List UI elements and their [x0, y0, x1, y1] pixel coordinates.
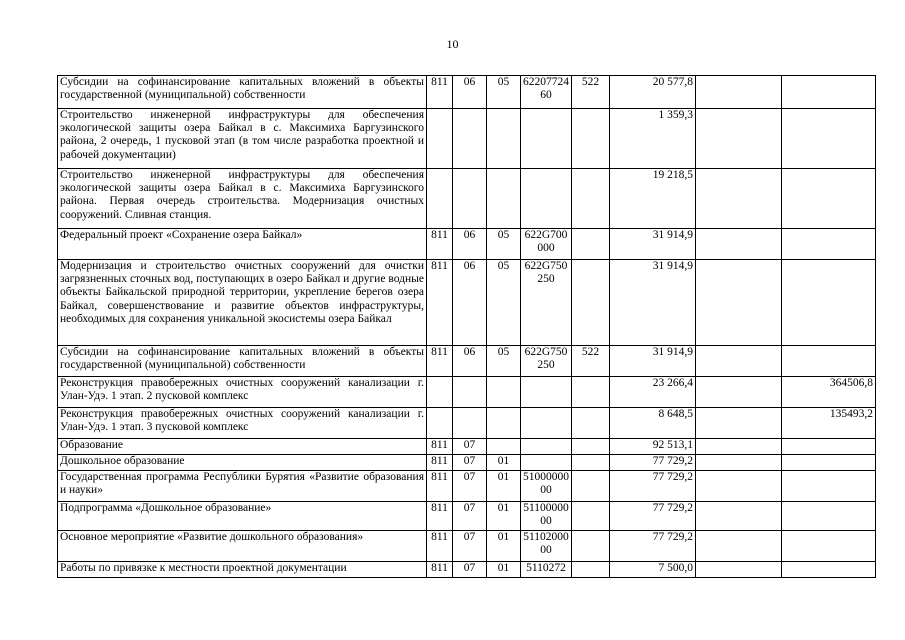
table-row: [58, 471, 876, 502]
row-name: Субсидии на софинансирование капитальных вложений в объекты государственной (муниципальной) собственности: [58, 76, 427, 109]
row-amount-2: [696, 229, 782, 260]
row-amount-extra: [782, 260, 876, 346]
row-ved-code: [427, 408, 453, 439]
table-row: [58, 346, 876, 377]
row-subsection-code: [487, 377, 521, 408]
row-section-code: 07: [453, 562, 487, 578]
row-name: Модернизация и строительство очистных сооружений для очистки загрязненных сточных вод, поступающих в озеро Байкал и другие водные объекты Байкальской природной территории, укрепление берегов озера Байкал, совершенствование и развитие объектов инфраструктуры, необходимых для сохранения уникальной экосистемы озера Байкал: [58, 260, 427, 346]
row-amount-2: [696, 439, 782, 455]
table-row: [58, 408, 876, 439]
row-subsection-code: 01: [487, 562, 521, 578]
row-target-article-code: [521, 455, 572, 471]
row-section-code: 06: [453, 76, 487, 109]
row-subsection-code: 05: [487, 260, 521, 346]
row-ved-code: [427, 377, 453, 408]
row-name: Дошкольное образование: [58, 455, 427, 471]
row-amount: 31 914,9: [610, 260, 696, 346]
row-subsection-code: 05: [487, 346, 521, 377]
row-target-article-code: 5110272: [521, 562, 572, 578]
row-amount-2: [696, 109, 782, 169]
row-ved-code: 811: [427, 76, 453, 109]
row-amount-extra: [782, 471, 876, 502]
row-ved-code: 811: [427, 502, 453, 531]
row-ved-code: 811: [427, 346, 453, 377]
row-amount-2: [696, 455, 782, 471]
table-row: [58, 169, 876, 229]
row-amount-extra: [782, 502, 876, 531]
row-expense-type-code: [572, 169, 610, 229]
row-amount-2: [696, 562, 782, 578]
row-target-article-code: [521, 377, 572, 408]
row-ved-code: 811: [427, 439, 453, 455]
row-amount-extra: [782, 76, 876, 109]
row-section-code: 07: [453, 471, 487, 502]
page-number: 10: [446, 37, 459, 51]
row-amount-extra: [782, 531, 876, 562]
row-subsection-code: [487, 169, 521, 229]
table-row: [58, 229, 876, 260]
row-section-code: 07: [453, 531, 487, 562]
row-target-article-code: 6220772460: [521, 76, 572, 109]
row-expense-type-code: [572, 562, 610, 578]
row-section-code: 06: [453, 229, 487, 260]
row-amount-extra: 364506,8: [782, 377, 876, 408]
row-target-article-code: 5100000000: [521, 471, 572, 502]
row-section-code: 06: [453, 346, 487, 377]
row-name: Работы по привязке к местности проектной документации: [58, 562, 427, 578]
row-amount: 8 648,5: [610, 408, 696, 439]
row-amount-2: [696, 76, 782, 109]
row-expense-type-code: [572, 471, 610, 502]
row-name: Образование: [58, 439, 427, 455]
row-expense-type-code: [572, 109, 610, 169]
row-ved-code: [427, 169, 453, 229]
row-amount-2: [696, 408, 782, 439]
row-subsection-code: 01: [487, 531, 521, 562]
row-amount: 77 729,2: [610, 502, 696, 531]
row-ved-code: 811: [427, 260, 453, 346]
row-subsection-code: 01: [487, 471, 521, 502]
row-section-code: [453, 408, 487, 439]
row-section-code: 07: [453, 455, 487, 471]
row-ved-code: 811: [427, 471, 453, 502]
row-target-article-code: 622G700000: [521, 229, 572, 260]
table-row: [58, 377, 876, 408]
table-row: [58, 562, 876, 578]
row-expense-type-code: [572, 502, 610, 531]
row-amount: 31 914,9: [610, 346, 696, 377]
row-name: Субсидии на софинансирование капитальных вложений в объекты государственной (муниципальной) собственности: [58, 346, 427, 377]
row-target-article-code: [521, 439, 572, 455]
table-row: [58, 439, 876, 455]
row-section-code: 06: [453, 260, 487, 346]
row-ved-code: 811: [427, 562, 453, 578]
row-name: Федеральный проект «Сохранение озера Байкал»: [58, 229, 427, 260]
row-amount-extra: [782, 439, 876, 455]
row-expense-type-code: 522: [572, 346, 610, 377]
row-expense-type-code: [572, 531, 610, 562]
row-amount-2: [696, 471, 782, 502]
row-amount-2: [696, 531, 782, 562]
row-subsection-code: 05: [487, 229, 521, 260]
row-section-code: [453, 169, 487, 229]
row-ved-code: 811: [427, 455, 453, 471]
budget-table: [57, 75, 876, 578]
row-amount-2: [696, 346, 782, 377]
row-ved-code: 811: [427, 531, 453, 562]
row-section-code: 07: [453, 439, 487, 455]
row-amount: 7 500,0: [610, 562, 696, 578]
row-expense-type-code: 522: [572, 76, 610, 109]
row-amount-2: [696, 260, 782, 346]
row-section-code: [453, 109, 487, 169]
row-amount: 77 729,2: [610, 455, 696, 471]
row-target-article-code: 622G750250: [521, 260, 572, 346]
row-amount-extra: 135493,2: [782, 408, 876, 439]
row-ved-code: 811: [427, 229, 453, 260]
table-row: [58, 502, 876, 531]
row-subsection-code: [487, 439, 521, 455]
table-row: [58, 455, 876, 471]
row-expense-type-code: [572, 439, 610, 455]
row-name: Строительство инженерной инфраструктуры для обеспечения экологической защиты озера Байкал в с. Максимиха Баргузинского района. Первая очередь строительства. Модернизация очистных сооружений. Сливная станция.: [58, 169, 427, 229]
row-subsection-code: 05: [487, 76, 521, 109]
row-amount: 23 266,4: [610, 377, 696, 408]
row-amount-extra: [782, 455, 876, 471]
table-row: [58, 76, 876, 109]
row-expense-type-code: [572, 455, 610, 471]
row-name: Основное мероприятие «Развитие дошкольного образования»: [58, 531, 427, 562]
row-expense-type-code: [572, 408, 610, 439]
row-subsection-code: [487, 408, 521, 439]
row-amount-2: [696, 169, 782, 229]
row-amount-extra: [782, 169, 876, 229]
row-amount: 1 359,3: [610, 109, 696, 169]
row-name: Строительство инженерной инфраструктуры для обеспечения экологической защиты озера Байкал в с. Максимиха Баргузинского района, 2 очередь, 1 пусковой этап (в том числе разработка проектной и рабочей документации): [58, 109, 427, 169]
row-amount: 20 577,8: [610, 76, 696, 109]
row-subsection-code: 01: [487, 455, 521, 471]
row-expense-type-code: [572, 377, 610, 408]
row-ved-code: [427, 109, 453, 169]
row-amount: 19 218,5: [610, 169, 696, 229]
row-name: Государственная программа Республики Бурятия «Развитие образования и науки»: [58, 471, 427, 502]
row-section-code: 07: [453, 502, 487, 531]
row-expense-type-code: [572, 229, 610, 260]
row-target-article-code: 5110200000: [521, 531, 572, 562]
table-row: [58, 109, 876, 169]
row-amount-2: [696, 502, 782, 531]
row-target-article-code: [521, 109, 572, 169]
row-amount-extra: [782, 346, 876, 377]
row-name: Реконструкция правобережных очистных сооружений канализации г. Улан-Удэ. 1 этап. 2 пусковой комплекс: [58, 377, 427, 408]
row-amount: 31 914,9: [610, 229, 696, 260]
row-subsection-code: 01: [487, 502, 521, 531]
row-target-article-code: 5110000000: [521, 502, 572, 531]
row-amount: 92 513,1: [610, 439, 696, 455]
row-amount: 77 729,2: [610, 471, 696, 502]
table-row: [58, 531, 876, 562]
row-target-article-code: [521, 408, 572, 439]
row-expense-type-code: [572, 260, 610, 346]
row-target-article-code: 622G750250: [521, 346, 572, 377]
row-subsection-code: [487, 109, 521, 169]
row-amount-extra: [782, 562, 876, 578]
row-name: Реконструкция правобережных очистных сооружений канализации г. Улан-Удэ. 1 этап. 3 пусковой комплекс: [58, 408, 427, 439]
row-section-code: [453, 377, 487, 408]
table-row: [58, 260, 876, 346]
row-target-article-code: [521, 169, 572, 229]
row-amount: 77 729,2: [610, 531, 696, 562]
row-amount-2: [696, 377, 782, 408]
row-amount-extra: [782, 109, 876, 169]
row-name: Подпрограмма «Дошкольное образование»: [58, 502, 427, 531]
row-amount-extra: [782, 229, 876, 260]
